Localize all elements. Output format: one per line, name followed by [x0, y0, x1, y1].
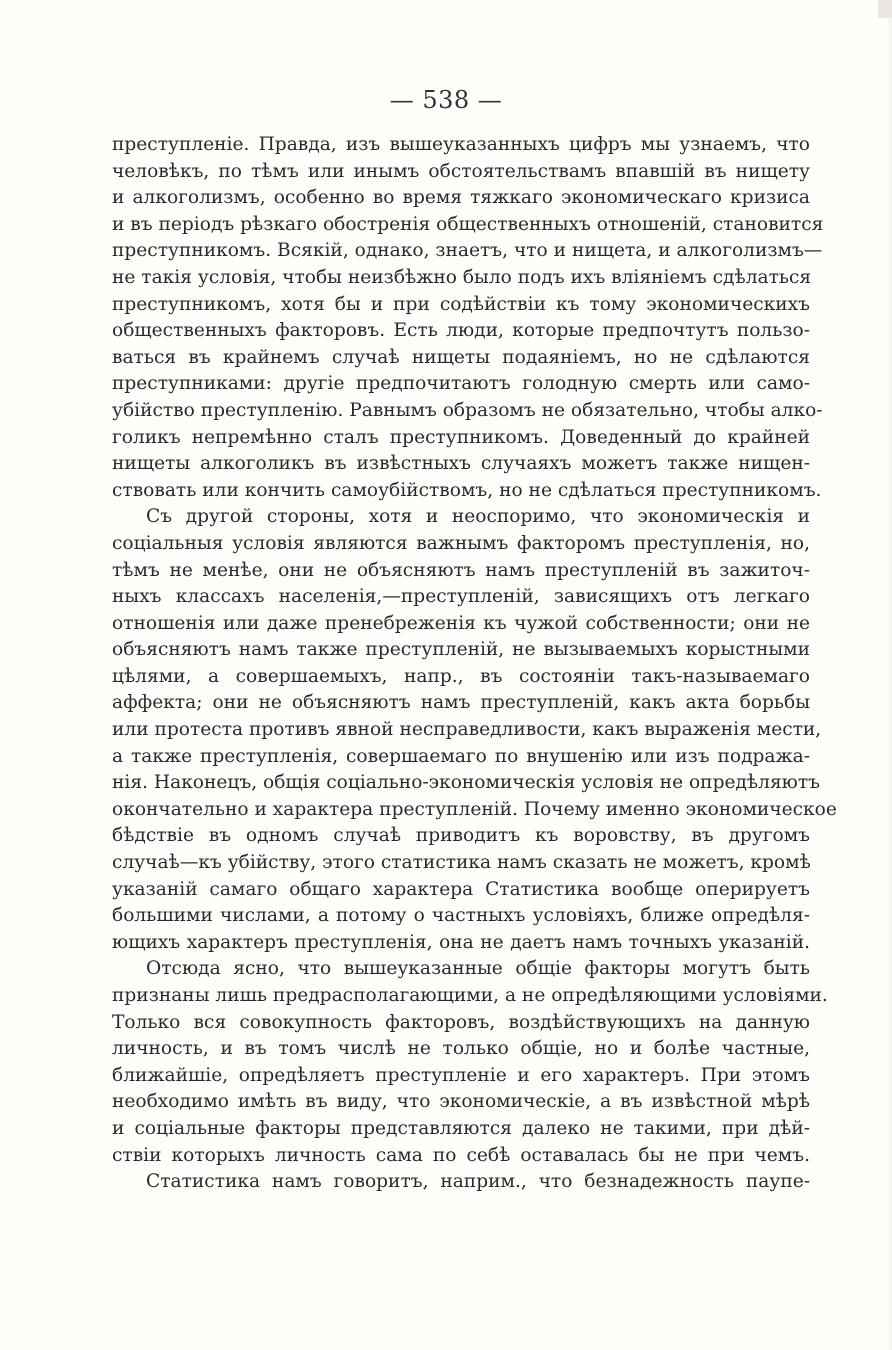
- text-line: Отсюда ясно, что вышеуказанные общіе факторы могутъ быть: [146, 958, 810, 980]
- text-line: преступниками: другіе предпочитаютъ голодную смерть или само-: [112, 373, 810, 395]
- text-line: признаны лишь предрасполагающими, а не опредѣляющими условіями.: [112, 985, 828, 1006]
- text-line: убійство преступленію. Равнымъ образомъ не обязательно, чтобы алко-: [112, 399, 823, 421]
- paragraph-1: [112, 132, 824, 504]
- text-line: большими числами, а потому о частныхъ условіяхъ, ближе опредѣля-: [112, 905, 810, 927]
- text-line: Съ другой стороны, хотя и неоспоримо, что экономическія и: [146, 506, 810, 528]
- text-line: необходимо имѣть въ виду, что экономическіе, а въ извѣстной мѣрѣ: [112, 1091, 810, 1113]
- paragraph-2: [112, 504, 837, 956]
- text-line: цѣлями, а совершаемыхъ, напр., въ состояніи такъ-называемаго: [112, 665, 810, 687]
- text-line: не такія условія, чтобы неизбѣжно было подъ ихъ вліяніемъ сдѣлаться: [112, 266, 812, 288]
- paragraph-4: [112, 1169, 810, 1196]
- text-line: ствіи которыхъ личность сама по себѣ оставалась бы не при чемъ.: [112, 1144, 810, 1166]
- text-line: Статистика намъ говоритъ, наприм., что безнадежность паупе-: [146, 1171, 810, 1193]
- text-line: ваться въ крайнемъ случаѣ нищеты подаяніемъ, но не сдѣлаются: [112, 346, 810, 368]
- text-line: и въ періодъ рѣзкаго обостренія общественныхъ отношеній, становится: [112, 213, 824, 235]
- text-line: окончательно и характера преступленій. Почему именно экономическое: [112, 798, 837, 820]
- corner-mark: [878, 0, 892, 18]
- text-line: ющихъ характеръ преступленія, она не даетъ намъ точныхъ указаній.: [112, 931, 810, 953]
- text-line: нищеты алкоголикъ въ извѣстныхъ случаяхъ можетъ также нищен-: [112, 453, 810, 475]
- text-line: объясняютъ намъ также преступленій, не вызываемыхъ корыстными: [112, 639, 810, 661]
- text-line: преступникомъ. Всякій, однако, знаетъ, что и нищета, и алкоголизмъ—: [112, 240, 823, 262]
- page-number: — 538 —: [389, 86, 503, 114]
- text-line: преступленіе. Правда, изъ вышеуказанныхъ цифръ мы узнаемъ, что: [112, 134, 810, 155]
- text-line: аффекта; они не объясняютъ намъ преступленій, какъ акта борьбы: [112, 692, 810, 714]
- text-line: случаѣ—къ убійству, этого статистика намъ сказать не можетъ, кромѣ: [112, 852, 811, 874]
- text-line: нія. Наконецъ, общія соціально-экономическія условія не опредѣляютъ: [112, 772, 820, 794]
- text-line: голикъ непремѣнно сталъ преступникомъ. Доведенный до крайней: [112, 426, 810, 448]
- page-edge: [886, 0, 892, 1350]
- text-line: человѣкъ, по тѣмъ или инымъ обстоятельствамъ впавшій въ нищету: [112, 160, 810, 182]
- paragraph-3: [112, 956, 828, 1169]
- body-text: [112, 132, 837, 1196]
- text-line: отношенія или даже пренебреженія къ чужой собственности; они не: [112, 612, 810, 634]
- text-line: ближайшіе, опредѣляетъ преступленіе и его характеръ. При этомъ: [112, 1064, 810, 1086]
- text-line: преступникомъ, хотя бы и при содѣйствіи къ тому экономическихъ: [112, 293, 810, 315]
- text-line: тѣмъ не менѣе, они не объясняютъ намъ преступленій въ зажиточ-: [112, 559, 810, 581]
- text-line: соціальныя условія являются важнымъ факторомъ преступленія, но,: [112, 532, 810, 554]
- text-line: или протеста противъ явной несправедливости, какъ выраженія мести,: [112, 719, 822, 741]
- text-line: ныхъ классахъ населенія,—преступленій, зависящихъ отъ легкаго: [112, 586, 810, 608]
- text-line: и алкоголизмъ, особенно во время тяжкаго экономическаго кризиса: [112, 187, 810, 209]
- text-line: и соціальные факторы представляются далеко не такими, при дѣй-: [112, 1117, 810, 1139]
- text-line: указаній самаго общаго характера Статистика вообще оперируетъ: [112, 878, 810, 900]
- text-line: бѣдствіе въ одномъ случаѣ приводитъ къ воровству, въ другомъ: [112, 825, 810, 847]
- text-line: ствовать или кончить самоубійствомъ, но не сдѣлаться преступникомъ.: [112, 479, 822, 501]
- text-line: личность, и въ томъ числѣ не только общіе, но и болѣе частные,: [112, 1038, 810, 1060]
- text-line: общественныхъ факторовъ. Есть люди, которые предпочтутъ пользо-: [112, 320, 810, 342]
- text-line: а также преступленія, совершаемаго по внушенію или изъ подража-: [112, 745, 810, 767]
- text-line: Только вся совокупность факторовъ, воздѣйствующихъ на данную: [112, 1011, 810, 1033]
